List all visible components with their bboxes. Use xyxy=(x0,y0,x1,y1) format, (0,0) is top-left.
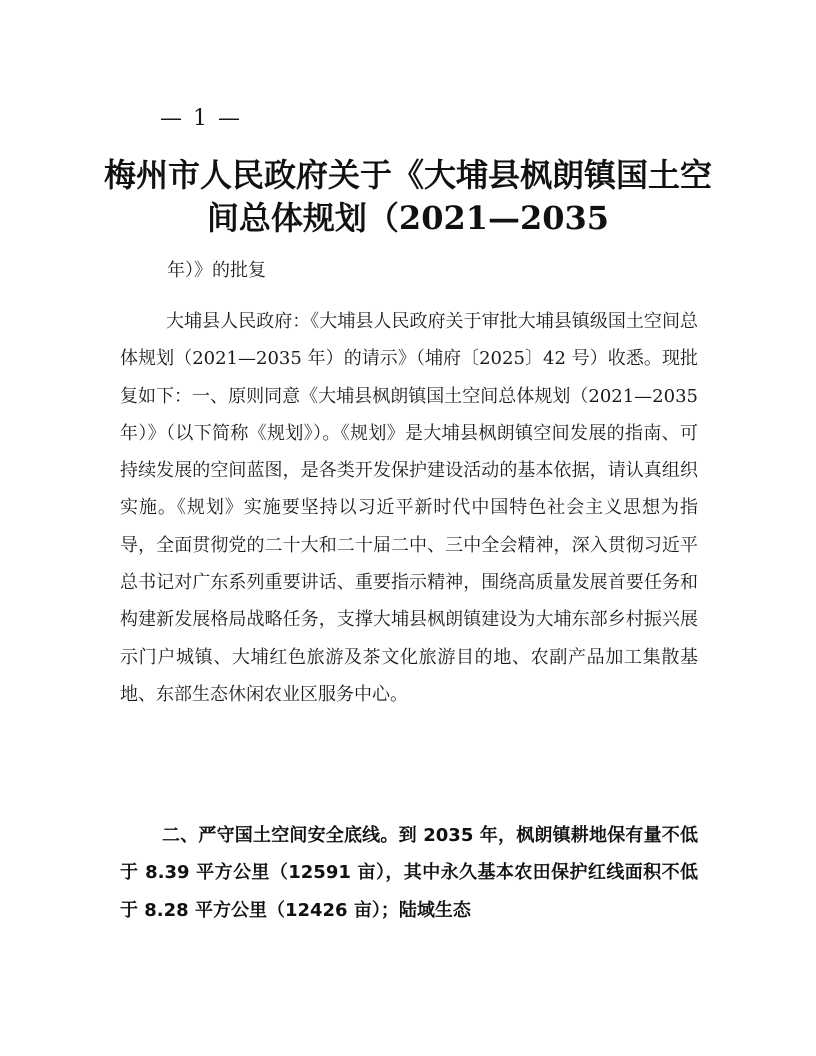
page-number: — 1 — xyxy=(160,106,242,131)
body-paragraph: 大埔县人民政府：《大埔县人民政府关于审批大埔县镇级国土空间总体规划（2021—2035 年）的请示》（埔府〔2025〕42 号）收悉。现批复如下：一、原则同意《大埔县枫朗镇国土空间总体规划（2021—2035 年）》（以下简称《规划》）。《规划》是大埔县枫朗镇空间发展的指南、可持续发展的空间蓝图，是各类开发保护建设活动的基本依据，请认真组织实施。《规划》实施要坚持以习近平新时代中国特色社会主义思想为指导，全面贯彻党的二十大和二十届二中、三中全会精神，深入贯彻习近平总书记对广东系列重要讲话、重要指示精神，围绕高质量发展首要任务和构建新发展格局战略任务，支撑大埔县枫朗镇建设为大埔东部乡村振兴展示门户城镇、大埔红色旅游及茶文化旅游目的地、农副产品加工集散基地、东部生态休闲农业区服务中心。 xyxy=(120,311,698,705)
section-two-paragraph: 二、严守国土空间安全底线。到 2035 年，枫朗镇耕地保有量不低于 8.39 平方公里（12591 亩），其中永久基本农田保护红线面积不低于 8.28 平方公里（12426 亩）；陆域生态 xyxy=(120,825,698,921)
document-title-line-1: 梅州市人民政府关于《大埔县枫朗镇国土空 xyxy=(103,156,712,194)
document-title-line-2: 间总体规划（2021—2035 xyxy=(206,199,610,237)
document-title-continuation: 年）》的批复 xyxy=(167,260,266,281)
